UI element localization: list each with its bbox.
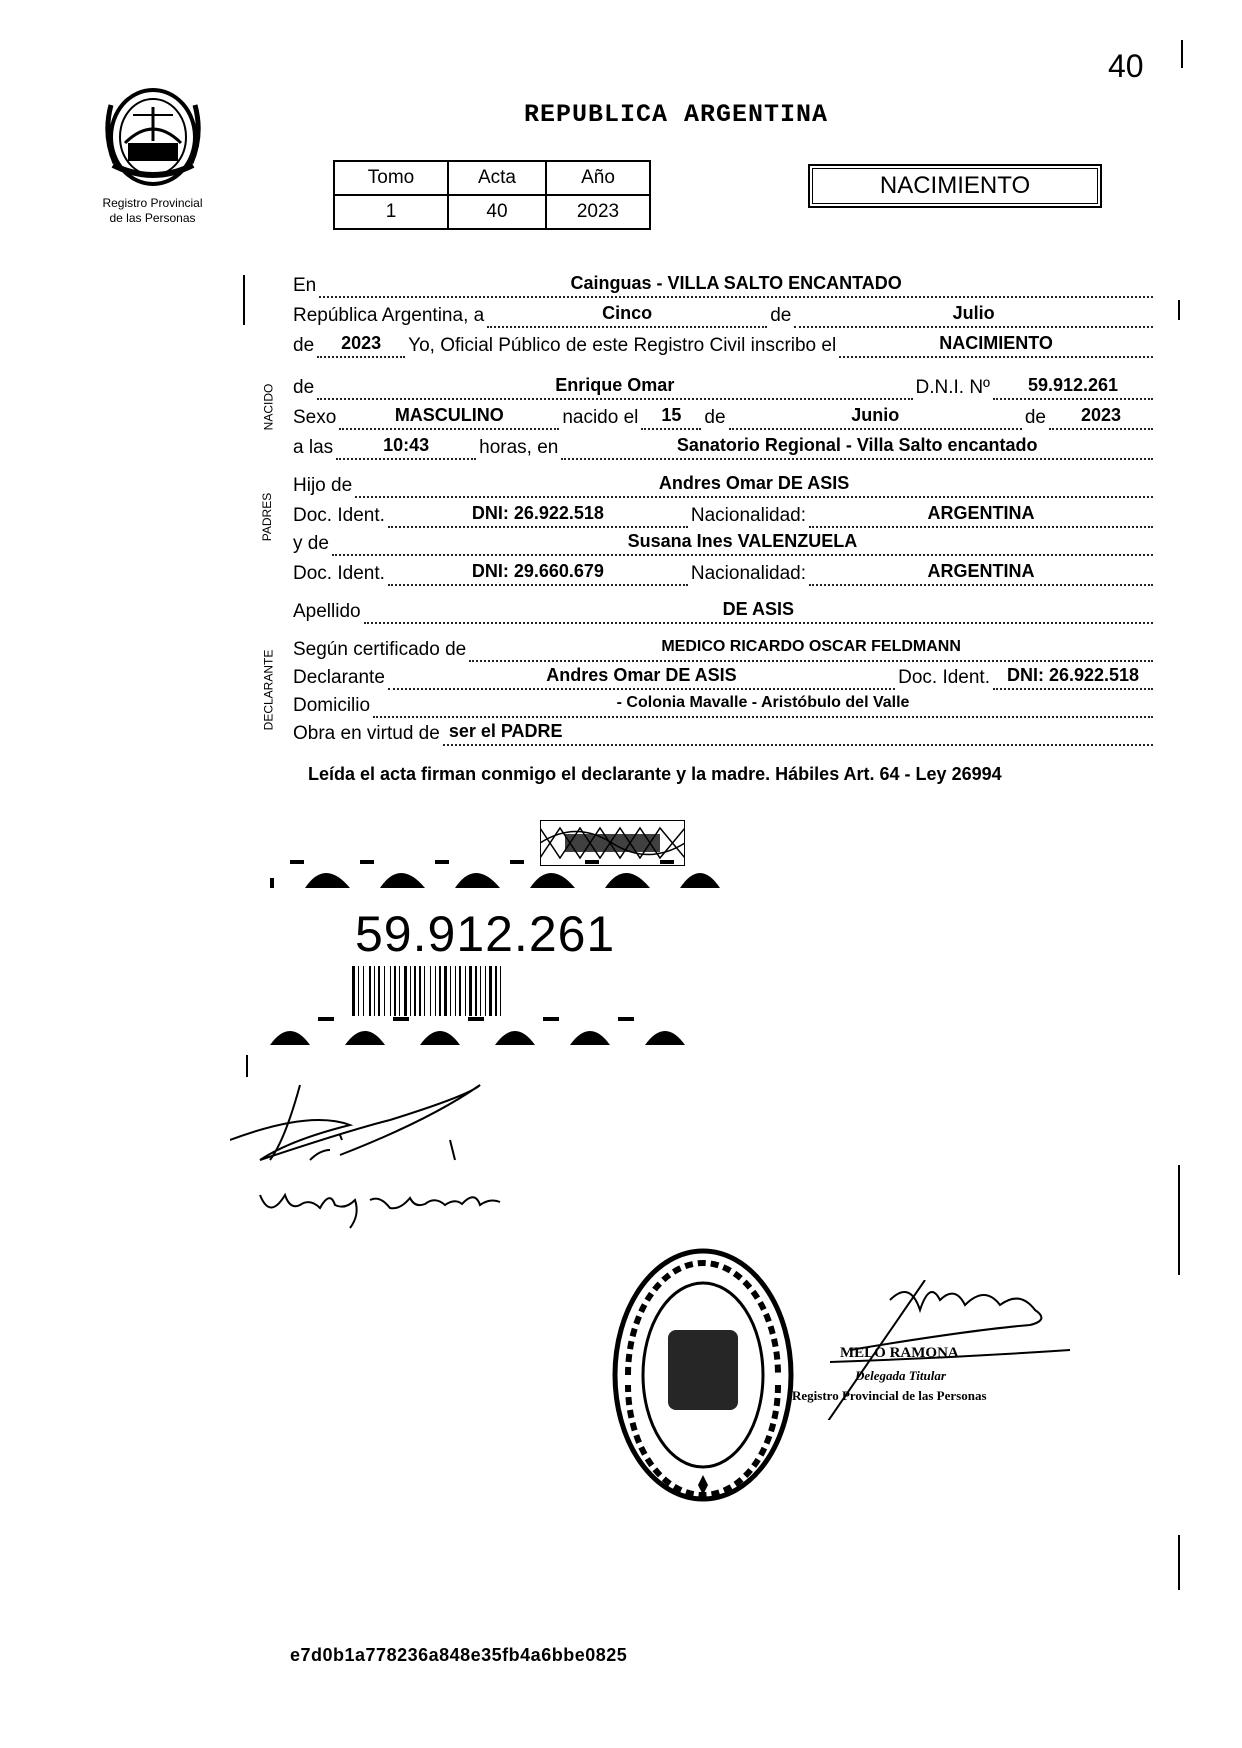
field-anio-nac: 2023 [1049, 404, 1153, 430]
table-header-anio: Año [546, 161, 650, 195]
table-header-tomo: Tomo [334, 161, 448, 195]
row-fecha-acta [293, 302, 1156, 328]
field-tipo: NACIMIENTO [839, 332, 1153, 358]
label-y-de: y de [293, 533, 329, 554]
row-domicilio [293, 692, 1156, 718]
label-de: de [770, 305, 792, 326]
margin-mark [1178, 1535, 1180, 1590]
field-madre-nac: ARGENTINA [809, 560, 1153, 586]
table-value-anio: 2023 [546, 195, 650, 229]
official-name: MELO RAMONA [840, 1345, 959, 1361]
official-office: Registro Provincial de las Personas [792, 1388, 987, 1403]
field-padre-doc: DNI: 26.922.518 [388, 502, 688, 528]
label-horas-en: horas, en [479, 437, 559, 458]
margin-mark [1178, 300, 1180, 320]
margin-mark [1181, 40, 1183, 68]
table-value-tomo: 1 [334, 195, 448, 229]
label-de: de [704, 407, 726, 428]
field-padre: Andres Omar DE ASIS [355, 472, 1153, 498]
field-anio-acta: 2023 [317, 332, 405, 358]
field-declarante-doc: DNI: 26.922.518 [993, 664, 1153, 690]
side-label-padres: PADRES [260, 492, 275, 542]
legal-note: Leída el acta firman conmigo el declarante y la madre. Hábiles Art. 64 - Ley 26994 [308, 764, 1002, 784]
row-declarante [293, 664, 1156, 690]
declarant-signature-icon [230, 1080, 680, 1230]
row-inscripcion [293, 332, 1156, 358]
id-band-number: 59.912.261 [355, 906, 616, 962]
label-declarante: Declarante [293, 667, 385, 688]
field-padre-nac: ARGENTINA [809, 502, 1153, 528]
country-title: REPUBLICA ARGENTINA [523, 100, 829, 129]
label-republica: República Argentina, a [293, 305, 485, 326]
field-domicilio: - Colonia Mavalle - Aristóbulo del Valle [373, 692, 1153, 718]
label-nacionalidad: Nacionalidad: [690, 505, 807, 526]
table-header-acta: Acta [448, 161, 546, 195]
label-doc-ident: Doc. Ident. [898, 667, 990, 688]
label-de: de [293, 335, 315, 356]
label-yo: Yo, Oficial Público de este Registro Civil inscribo el [408, 335, 837, 356]
field-dia-acta: Cinco [487, 302, 767, 328]
margin-mark [1178, 1165, 1180, 1275]
label-apellido: Apellido [293, 601, 361, 622]
record-type-box: NACIMIENTO [808, 164, 1102, 208]
side-label-declarante: DECLARANTE [261, 649, 276, 731]
field-lugar-nac: Sanatorio Regional - Villa Salto encantado [561, 434, 1153, 460]
field-apellido: DE ASIS [364, 598, 1153, 624]
official-role: Delegada Titular [855, 1368, 946, 1383]
field-obra: ser el PADRE [443, 720, 1153, 746]
field-hora: 10:43 [336, 434, 476, 460]
side-label-nacido: NACIDO [261, 383, 276, 431]
institution-line-2: de las Personas [109, 211, 196, 225]
row-sexo [293, 404, 1156, 430]
margin-mark [246, 1055, 248, 1077]
barcode-icon [350, 966, 606, 1016]
row-padre-doc [293, 502, 1156, 528]
label-nacionalidad: Nacionalidad: [690, 563, 807, 584]
page-number: 40 [1108, 48, 1144, 84]
label-domicilio: Domicilio [293, 695, 371, 716]
field-dia-nac: 15 [641, 404, 701, 430]
security-band-top-icon [270, 858, 720, 890]
label-de: de [293, 377, 315, 398]
field-certificado: MEDICO RICARDO OSCAR FELDMANN [469, 636, 1153, 662]
field-mes-acta: Julio [794, 302, 1153, 328]
row-nombre [293, 374, 1156, 400]
label-hijo-de: Hijo de [293, 475, 353, 496]
table-value-acta: 40 [448, 195, 546, 229]
register-table [333, 160, 651, 230]
field-mes-nac: Junio [729, 404, 1022, 430]
label-doc-ident: Doc. Ident. [293, 505, 385, 526]
margin-mark [243, 275, 245, 325]
label-a-las: a las [293, 437, 334, 458]
institution-line-1: Registro Provincial [102, 196, 203, 210]
field-dni: 59.912.261 [993, 374, 1153, 400]
row-madre-doc [293, 560, 1156, 586]
label-doc-ident: Doc. Ident. [293, 563, 385, 584]
document-hash: e7d0b1a778236a848e35fb4a6bbe0825 [290, 1645, 628, 1665]
row-hora-lugar [293, 434, 1156, 460]
label-de: de [1024, 407, 1046, 428]
label-segun: Según certificado de [293, 639, 467, 660]
label-obra: Obra en virtud de [293, 723, 440, 744]
field-sexo: MASCULINO [339, 404, 559, 430]
row-obra [293, 720, 1156, 746]
row-apellido [293, 598, 1156, 624]
row-madre [293, 530, 1156, 556]
field-nombre: Enrique Omar [317, 374, 912, 400]
field-madre-doc: DNI: 29.660.679 [388, 560, 688, 586]
label-en: En [293, 275, 317, 296]
row-padre [293, 472, 1156, 498]
label-dni: D.N.I. Nº [915, 377, 990, 398]
field-madre: Susana Ines VALENZUELA [332, 530, 1153, 556]
field-declarante: Andres Omar DE ASIS [388, 664, 895, 690]
field-lugar: Cainguas - VILLA SALTO ENCANTADO [319, 272, 1153, 298]
row-lugar [293, 272, 1156, 298]
security-band-bottom-icon [270, 1015, 720, 1047]
row-certificado [293, 636, 1156, 662]
label-nacido-el: nacido el [562, 407, 639, 428]
label-sexo: Sexo [293, 407, 337, 428]
